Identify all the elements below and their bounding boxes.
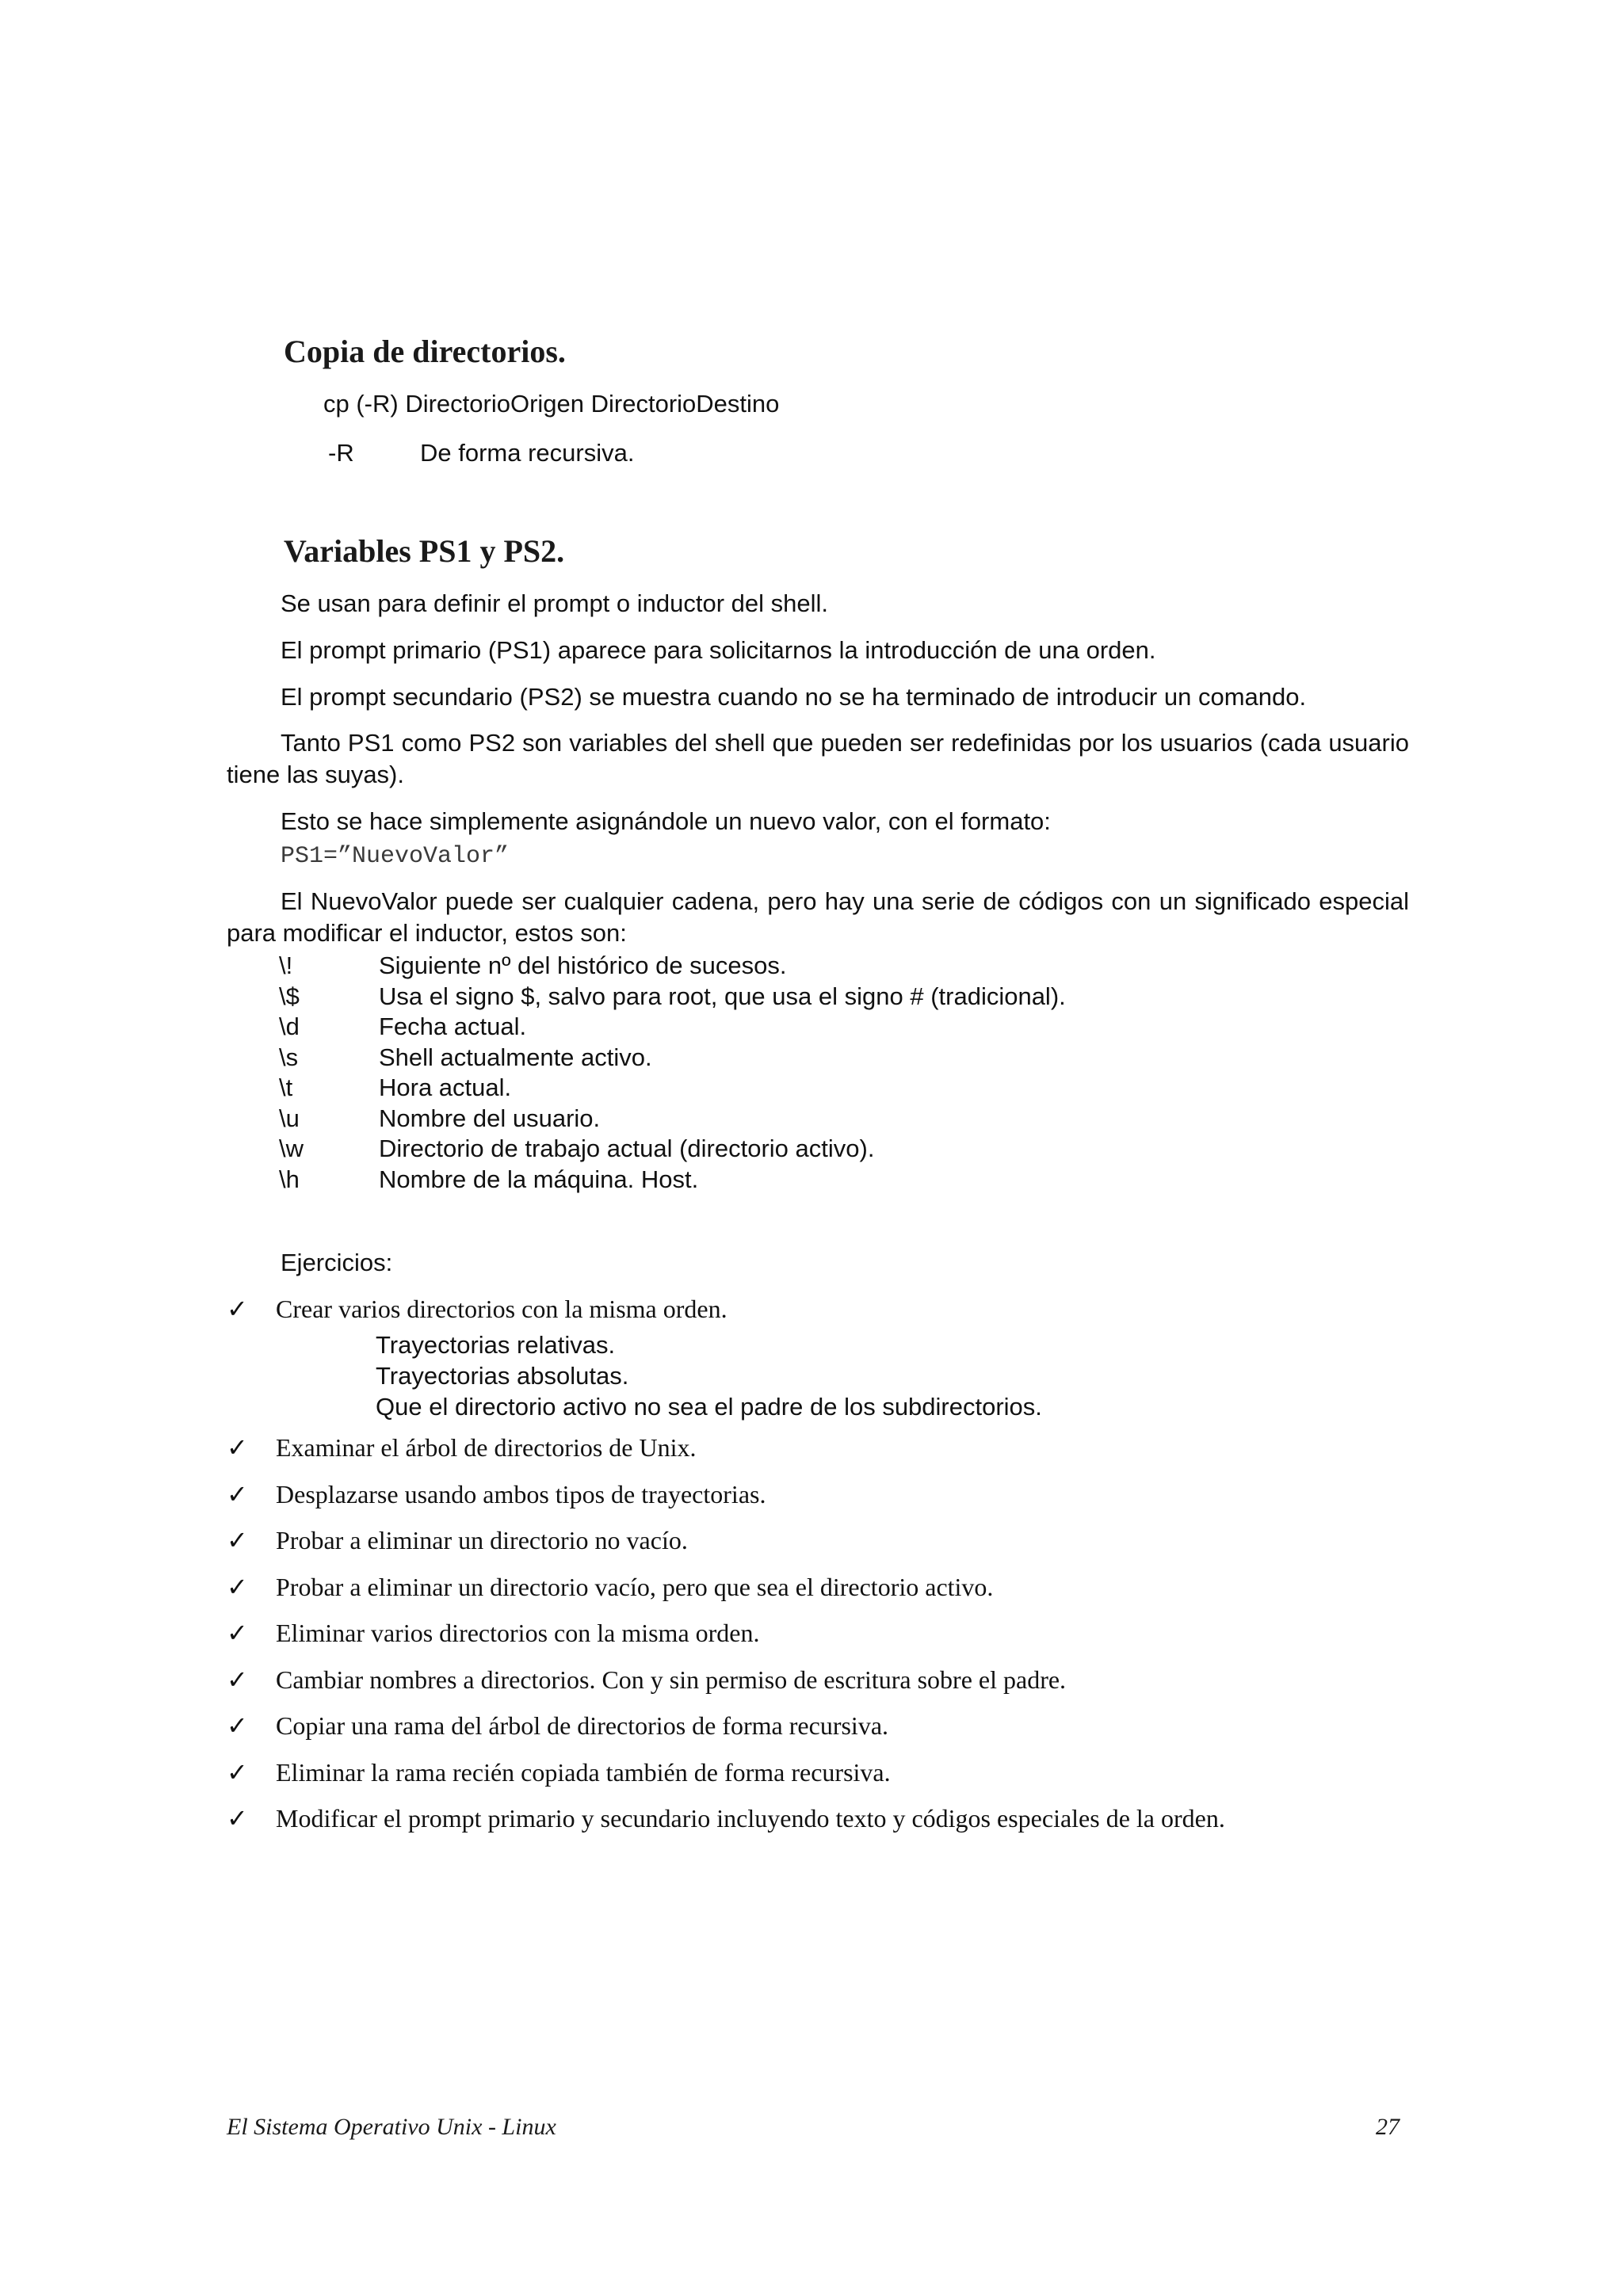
code-key: \$ <box>279 982 300 1010</box>
option-description: De forma recursiva. <box>420 439 635 467</box>
code-row <box>279 1012 1066 1043</box>
format-example-code: PS1=”NuevoValor” <box>281 843 510 870</box>
code-key: \! <box>279 952 293 979</box>
list-item <box>227 1756 1495 1803</box>
list-item <box>227 1432 1495 1478</box>
code-meaning: Nombre del usuario. <box>379 1104 601 1132</box>
section-title-variables-ps: Variables PS1 y PS2. <box>284 533 565 569</box>
list-item <box>227 1664 1495 1711</box>
list-item <box>227 1802 1495 1849</box>
code-meaning: Shell actualmente activo. <box>379 1043 652 1071</box>
exercise-text: Crear varios directorios con la misma orden. <box>276 1295 727 1323</box>
exercise-text: Eliminar varios directorios con la misma orden. <box>276 1619 760 1647</box>
exercises-list <box>227 1293 1495 1849</box>
code-key: \u <box>279 1104 300 1132</box>
sub-list-item: Trayectorias absolutas. <box>376 1362 629 1390</box>
list-item <box>227 1571 1495 1618</box>
special-codes-table <box>279 951 1066 1195</box>
code-meaning: Siguiente nº del histórico de sucesos. <box>379 952 787 979</box>
paragraph-ps1: El prompt primario (PS1) aparece para solicitarnos la introducción de una orden. <box>281 636 1156 664</box>
code-key: \d <box>279 1013 300 1040</box>
code-row <box>279 982 1066 1013</box>
exercises-label: Ejercicios: <box>281 1249 393 1276</box>
code-key: \w <box>279 1135 304 1162</box>
footer-page-number: 27 <box>1376 2114 1400 2140</box>
cp-command-syntax: cp (-R) DirectorioOrigen DirectorioDestino <box>323 390 780 418</box>
code-key: \s <box>279 1043 299 1071</box>
exercise-text: Probar a eliminar un directorio no vacío. <box>276 1526 688 1554</box>
checkmark-icon: ✓ <box>227 1295 248 1323</box>
code-row <box>279 951 1066 982</box>
section-title-copia-directorios: Copia de directorios. <box>284 334 566 369</box>
checkmark-icon: ✓ <box>227 1433 248 1462</box>
code-row <box>279 1165 1066 1196</box>
list-item <box>227 1293 1495 1432</box>
sub-list-item: Que el directorio activo no sea el padre de los subdirectorios. <box>376 1393 1042 1421</box>
code-meaning: Usa el signo $, salvo para root, que usa el signo # (tradicional). <box>379 982 1066 1010</box>
code-key: \t <box>279 1074 293 1101</box>
exercise-text: Modificar el prompt primario y secundario incluyendo texto y códigos especiales de la orden. <box>276 1804 1225 1833</box>
list-item <box>227 1524 1495 1571</box>
exercise-text: Examinar el árbol de directorios de Unix. <box>276 1433 697 1462</box>
exercise-text: Copiar una rama del árbol de directorios de forma recursiva. <box>276 1711 889 1740</box>
code-meaning: Directorio de trabajo actual (directorio activo). <box>379 1135 875 1162</box>
checkmark-icon: ✓ <box>227 1711 248 1740</box>
code-row <box>279 1134 1066 1165</box>
exercise-text: Eliminar la rama recién copiada también de forma recursiva. <box>276 1757 891 1787</box>
code-meaning: Fecha actual. <box>379 1013 527 1040</box>
checkmark-icon: ✓ <box>227 1526 248 1554</box>
paragraph-redefinable: Tanto PS1 como PS2 son variables del shell que pueden ser redefinidas por los usuarios (cada usuario tiene las suyas). <box>227 729 1409 788</box>
exercise-text: Cambiar nombres a directorios. Con y sin permiso de escritura sobre el padre. <box>276 1665 1067 1694</box>
checkmark-icon: ✓ <box>227 1757 248 1787</box>
list-item <box>227 1710 1495 1756</box>
list-item <box>227 1617 1495 1664</box>
exercise-text: Probar a eliminar un directorio vacío, pero que sea el directorio activo. <box>276 1572 994 1601</box>
checkmark-icon: ✓ <box>227 1804 248 1833</box>
checkmark-icon: ✓ <box>227 1665 248 1694</box>
code-meaning: Hora actual. <box>379 1074 512 1101</box>
paragraph-assign-format: Esto se hace simplemente asignándole un nuevo valor, con el formato: <box>281 807 1051 835</box>
list-item <box>227 1478 1495 1525</box>
option-flag: -R <box>328 439 354 467</box>
footer-book-title: El Sistema Operativo Unix - Linux <box>227 2114 556 2140</box>
paragraph-ps2: El prompt secundario (PS2) se muestra cuando no se ha terminado de introducir un comando. <box>281 683 1307 711</box>
paragraph-purpose: Se usan para definir el prompt o inductor del shell. <box>281 589 829 617</box>
paragraph-special-codes-intro: El NuevoValor puede ser cualquier cadena, pero hay una serie de códigos con un significado especial para modificar el inductor, estos son: <box>227 887 1409 947</box>
sub-list-item: Trayectorias relativas. <box>376 1331 616 1359</box>
exercise-sublist <box>376 1329 1042 1422</box>
code-row <box>279 1073 1066 1104</box>
code-row <box>279 1104 1066 1135</box>
checkmark-icon: ✓ <box>227 1479 248 1508</box>
checkmark-icon: ✓ <box>227 1572 248 1601</box>
cp-option-row <box>328 437 634 469</box>
code-meaning: Nombre de la máquina. Host. <box>379 1165 699 1193</box>
code-row <box>279 1043 1066 1074</box>
exercise-text: Desplazarse usando ambos tipos de trayectorias. <box>276 1479 766 1508</box>
code-key: \h <box>279 1165 300 1193</box>
checkmark-icon: ✓ <box>227 1619 248 1647</box>
